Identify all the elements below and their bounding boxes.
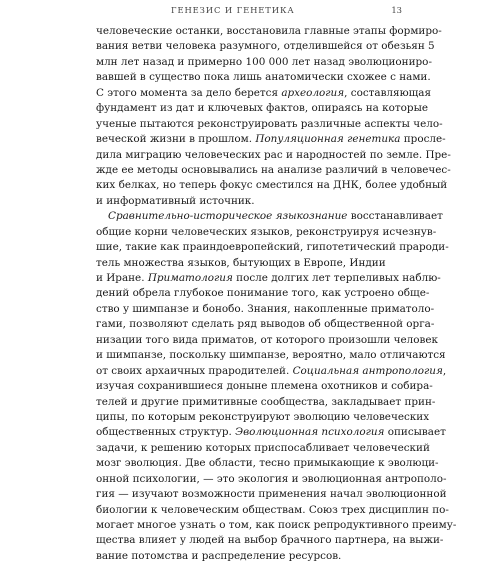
italic-term: Сравнительно-историческое языкознание (108, 210, 348, 223)
italic-term: Социальная антропология (292, 364, 443, 377)
text-line (96, 317, 435, 332)
text-line (96, 271, 441, 286)
text-line (96, 395, 436, 410)
text-segment: дений обрела глубокое понимание того, как устроено обще- (96, 287, 430, 300)
text-segment: могает многое узнать о том, как поиск репродуктивного преиму- (96, 519, 457, 531)
text-line (96, 117, 443, 132)
text-line (96, 549, 410, 564)
text-segment: после долгих лет терпеливых наблю- (232, 272, 441, 284)
text-line (96, 425, 446, 440)
text-line (96, 364, 447, 379)
text-segment: описывает (384, 426, 446, 439)
italic-term: Приматология (147, 272, 233, 284)
text-segment: телей и другие примитивные сообщества, закладывает прин- (96, 395, 436, 408)
text-line (96, 333, 438, 348)
text-line (96, 178, 448, 193)
text-line (96, 410, 430, 425)
italic-term: Эволюционная психология (235, 426, 385, 439)
text-line (96, 194, 410, 209)
text-line (96, 148, 451, 163)
text-line (96, 441, 430, 456)
text-segment: щества влияет у людей на выбор брачного партнера, на выжи- (96, 534, 444, 547)
italic-term: Популяционная генетика (255, 133, 401, 146)
text-segment: изучая сохранившиеся доныне племена охотников и собира- (96, 380, 433, 393)
text-segment: биологии к человеческим обществам. Союз трех дисциплин по- (96, 503, 449, 516)
text-segment: фундамент из дат и ключевых фактов, опираясь на которые (96, 102, 428, 115)
text-line (96, 101, 428, 116)
text-segment: мозг эволюция. Две области, тесно примыкающие к эволюци- (96, 457, 439, 470)
text-segment: ципы, по которым реконструируют эволюцию человеческих (96, 410, 430, 423)
text-line (96, 256, 410, 271)
text-segment: ство у шимпанзе и бонобо. Знания, накопленные приматоло- (96, 302, 435, 315)
text-segment: ких белках, но теперь фокус сместился на ДНК, более удобный (96, 179, 448, 192)
italic-term: археология (281, 86, 345, 99)
text-line (96, 302, 435, 317)
text-segment: общие корни человеческих языков, реконструируя исчезнув- (96, 225, 437, 238)
text-line (96, 518, 457, 533)
text-line (96, 225, 437, 240)
text-segment: задачи, к решению которых приспосабливает человеческий (96, 441, 430, 454)
text-line (96, 472, 447, 487)
text-segment: общественных структур. (96, 426, 236, 439)
text-segment: , (442, 364, 447, 377)
text-segment: вавшей в существо пока лишь анатомически схожее с нами. (96, 71, 431, 84)
text-line (96, 456, 439, 471)
text-segment: С этого момента за дело берется (96, 86, 282, 99)
text-line (96, 533, 444, 548)
text-segment: от своих архаичных прародителей. (96, 364, 293, 377)
text-line (96, 70, 431, 85)
text-line (96, 39, 435, 54)
text-segment: тель множества языков, бытующих в Европе, Индии (96, 256, 386, 269)
running-head (96, 5, 402, 19)
text-line (96, 209, 443, 224)
text-segment: жде ее методы основывались на анализе различий в человечес- (96, 163, 451, 176)
text-line (96, 503, 449, 518)
text-segment: шие, такие как праиндоевропейский, гипотетический прароди- (96, 241, 449, 254)
text-line (96, 132, 446, 147)
text-line (96, 286, 430, 301)
text-line (96, 240, 449, 255)
text-line (96, 163, 451, 178)
text-segment: и информативный источник. (96, 194, 255, 207)
text-line (96, 24, 442, 39)
text-segment: гия — изучают возможности применения начал эволюционной (96, 488, 447, 501)
text-segment: и Иране. (96, 272, 148, 284)
text-segment: вание потомства и распределение ресурсов. (96, 549, 342, 562)
text-segment: и шимпанзе, поскольку шимпанзе, вероятно, мало отличаются (96, 349, 446, 362)
text-segment: веческой жизни в прошлом. (96, 133, 256, 146)
text-segment: восстанавливает (347, 210, 443, 223)
text-segment: , составляющая (344, 86, 432, 99)
text-segment: млн лет назад и примерно 100 000 лет назад эволюциониро- (96, 55, 432, 68)
text-line (96, 487, 447, 502)
text-line (96, 379, 433, 394)
text-segment: гами, позволяют сделать ряд выводов об общественной орга- (96, 318, 435, 331)
body-text (96, 24, 457, 564)
text-segment: вания ветви человека разумного, отделившейся от обезьян 5 (96, 40, 435, 53)
page-number: 13 (391, 5, 402, 15)
text-segment: дила миграцию человеческих рас и народностей по земле. Пре- (96, 148, 451, 161)
running-title: ГЕНЕЗИС И ГЕНЕТИКА (171, 5, 295, 15)
text-line (96, 348, 446, 363)
text-segment: просле- (400, 133, 446, 146)
text-segment: онной психологии, — это экология и эволюционная антрополо- (96, 472, 447, 485)
text-line (96, 86, 432, 101)
text-segment: человеческие останки, восстановила главные этапы формиро- (96, 25, 442, 37)
text-segment: низации того вида приматов, от которого произошли человек (96, 333, 438, 346)
text-segment: ученые пытаются реконструировать различные аспекты чело- (96, 117, 443, 130)
text-line (96, 55, 432, 70)
